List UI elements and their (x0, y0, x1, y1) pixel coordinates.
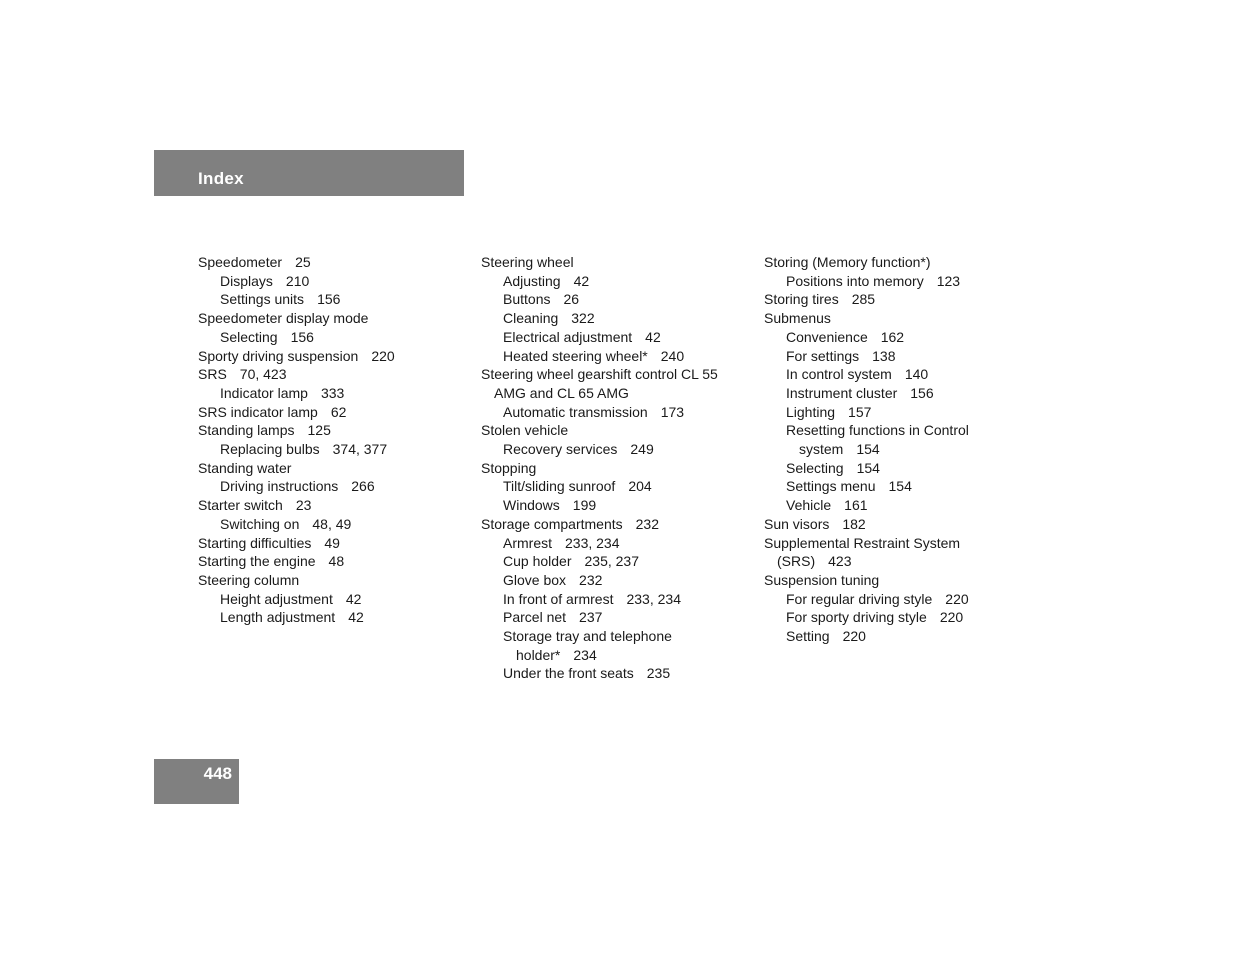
index-subentry (481, 496, 751, 515)
page-number: 448 (203, 764, 232, 783)
index-term: Starting the engine (198, 553, 316, 570)
index-term: Supplemental Restraint System (764, 534, 961, 551)
index-subentry (481, 290, 751, 309)
index-page-ref[interactable]: 199 (572, 497, 597, 514)
index-page-ref[interactable]: 42 (348, 609, 364, 626)
index-term: Stolen vehicle (481, 422, 569, 439)
index-term: Vehicle (786, 497, 832, 514)
index-page-ref[interactable]: 161 (844, 497, 868, 514)
index-page-ref[interactable]: 123 (936, 272, 961, 289)
index-page-ref[interactable]: 125 (307, 422, 331, 439)
index-entry (198, 365, 468, 384)
index-term: Storage tray and telephone (503, 628, 672, 645)
index-subentry (198, 608, 468, 627)
index-term: Starter switch (198, 497, 283, 514)
index-page-ref[interactable]: 285 (851, 291, 876, 308)
index-subentry (481, 477, 751, 496)
index-term: For regular driving style (786, 590, 933, 607)
index-entry (198, 459, 468, 478)
index-subentry (764, 608, 1034, 627)
index-term: Standing lamps (198, 422, 295, 439)
index-page-ref[interactable]: 157 (848, 403, 872, 420)
index-term: Steering wheel (481, 254, 574, 270)
index-page-ref[interactable]: 154 (856, 459, 880, 476)
index-page-ref[interactable]: 42 (645, 328, 661, 345)
index-subentry (198, 272, 468, 291)
index-term: Steering column (198, 571, 300, 588)
index-term: Indicator lamp (220, 384, 308, 401)
index-term: Storing (Memory function*) (764, 254, 931, 270)
index-subentry (481, 590, 751, 609)
index-subentry (764, 347, 1034, 366)
index-entry (764, 552, 1034, 571)
index-page-ref[interactable]: 220 (842, 628, 866, 645)
index-term: Driving instructions (220, 478, 339, 495)
index-page-ref[interactable]: 70, 423 (239, 366, 287, 383)
index-term: Setting (786, 628, 830, 645)
index-entry (764, 309, 1034, 328)
index-entry (198, 534, 468, 553)
index-entry (764, 534, 1034, 553)
index-term: Speedometer display mode (198, 310, 369, 327)
index-subentry (764, 440, 1034, 459)
index-page-ref[interactable]: 235, 237 (584, 553, 639, 570)
index-term: Adjusting (503, 272, 561, 289)
index-term: In control system (786, 366, 892, 383)
index-page-ref[interactable]: 220 (945, 590, 969, 607)
index-page-ref[interactable]: 48 (328, 553, 345, 570)
index-page-ref[interactable]: 233, 234 (565, 534, 620, 551)
index-term: (SRS) (777, 553, 816, 570)
index-subentry (764, 477, 1034, 496)
index-subentry (481, 571, 751, 590)
index-page-ref[interactable]: 156 (910, 384, 934, 401)
index-term: Sporty driving suspension (198, 347, 359, 364)
index-entry (481, 515, 751, 534)
index-entry (481, 459, 751, 478)
index-term: Armrest (503, 534, 552, 551)
index-page-ref[interactable]: 333 (320, 384, 345, 401)
index-page-ref[interactable]: 249 (630, 441, 654, 458)
index-subentry (481, 309, 751, 328)
index-term: Resetting functions in Control (786, 422, 969, 439)
index-page-ref[interactable]: 48, 49 (312, 515, 352, 532)
index-subentry (198, 590, 468, 609)
index-subentry (481, 608, 751, 627)
index-page-ref[interactable]: 154 (888, 478, 912, 495)
index-page-ref[interactable]: 42 (345, 590, 362, 607)
index-term: Replacing bulbs (220, 441, 320, 458)
index-page-ref[interactable]: 138 (872, 347, 896, 364)
index-term: Heated steering wheel* (503, 347, 648, 364)
index-page-ref[interactable]: 233, 234 (626, 590, 681, 607)
index-term: Tilt/sliding sunroof (503, 478, 616, 495)
index-term: Under the front seats (503, 665, 634, 682)
index-column-3 (764, 253, 1034, 646)
index-term: Electrical adjustment (503, 328, 633, 345)
index-term: In front of armrest (503, 590, 614, 607)
index-page-ref[interactable]: 423 (828, 553, 852, 570)
index-page-ref[interactable]: 232 (579, 571, 603, 588)
index-subentry (198, 477, 468, 496)
index-term: Positions into memory (786, 272, 924, 289)
index-subentry (198, 515, 468, 534)
index-page-ref[interactable]: 220 (371, 347, 395, 364)
index-page-ref[interactable]: 26 (563, 291, 580, 308)
index-subentry (764, 384, 1034, 403)
section-title: Index (198, 169, 244, 188)
index-term: Lighting (786, 403, 836, 420)
index-term: Instrument cluster (786, 384, 898, 401)
index-page-ref[interactable]: 235 (646, 665, 671, 682)
index-term: Cleaning (503, 310, 559, 327)
index-term: Displays (220, 272, 273, 289)
index-page-ref[interactable]: 62 (330, 403, 347, 420)
index-subentry (764, 421, 1034, 440)
index-entry (198, 552, 468, 571)
index-page-ref[interactable]: 49 (324, 534, 340, 551)
index-entry (764, 515, 1034, 534)
index-term: Convenience (786, 328, 868, 345)
index-term: Stopping (481, 459, 537, 476)
index-term: Buttons (503, 291, 551, 308)
index-subentry (481, 627, 751, 646)
index-term: Switching on (220, 515, 300, 532)
index-page-ref[interactable]: 210 (285, 272, 310, 289)
index-term: For settings (786, 347, 860, 364)
index-term: Glove box (503, 571, 567, 588)
index-term: Selecting (786, 459, 844, 476)
index-term: AMG and CL 65 AMG (494, 384, 629, 401)
index-page-ref[interactable]: 234 (573, 646, 597, 663)
index-page-ref[interactable]: 266 (351, 478, 375, 495)
index-subentry (481, 403, 751, 422)
index-subentry (198, 290, 468, 309)
index-subentry (764, 365, 1034, 384)
index-term: Storage compartments (481, 515, 623, 532)
index-subentry (198, 384, 468, 403)
index-term: Steering wheel gearshift control CL 55 (481, 366, 718, 383)
index-entry (764, 571, 1034, 590)
index-subentry (481, 328, 751, 347)
index-entry (198, 347, 468, 366)
index-subentry (481, 552, 751, 571)
index-page-ref[interactable]: 42 (573, 272, 590, 289)
index-page-ref[interactable]: 240 (660, 347, 685, 364)
index-subentry (481, 646, 751, 665)
index-entry (481, 253, 751, 272)
index-term: Parcel net (503, 609, 567, 626)
index-term: Settings menu (786, 478, 876, 495)
index-subentry (481, 347, 751, 366)
index-page-ref[interactable]: 173 (660, 403, 685, 420)
index-subentry (481, 664, 751, 683)
index-term: Speedometer (198, 254, 283, 270)
index-term: For sporty driving style (786, 609, 927, 626)
index-entry (198, 309, 468, 328)
index-subentry (198, 440, 468, 459)
index-page-ref[interactable]: 232 (635, 515, 659, 532)
index-page-ref[interactable]: 156 (317, 291, 341, 308)
page-number-tab (154, 759, 239, 804)
index-page-ref[interactable]: 140 (904, 366, 929, 383)
index-entry (764, 253, 1034, 272)
index-page-ref[interactable]: 23 (295, 497, 312, 514)
index-term: Settings units (220, 291, 305, 308)
index-subentry (764, 590, 1034, 609)
index-entry (481, 421, 751, 440)
index-column-2 (481, 253, 751, 683)
section-header-bar (154, 150, 464, 196)
index-term: Cup holder (503, 553, 572, 570)
index-subentry (764, 459, 1034, 478)
index-page-ref[interactable]: 182 (842, 515, 866, 532)
index-term: Suspension tuning (764, 571, 880, 588)
index-page-ref[interactable]: 322 (571, 310, 595, 327)
index-term: Sun visors (764, 515, 830, 532)
index-page-ref[interactable]: 220 (939, 609, 964, 626)
index-term: SRS indicator lamp (198, 403, 318, 420)
index-page-ref[interactable]: 162 (880, 328, 905, 345)
index-subentry (764, 272, 1034, 291)
index-term: Height adjustment (220, 590, 333, 607)
index-term: Submenus (764, 310, 831, 327)
index-page-ref[interactable]: 237 (579, 609, 603, 626)
index-subentry (481, 440, 751, 459)
index-subentry (198, 328, 468, 347)
index-term: Starting difficulties (198, 534, 312, 551)
index-term: system (799, 441, 844, 458)
index-term: Length adjustment (220, 609, 336, 626)
index-term: holder* (516, 646, 561, 663)
index-entry (481, 365, 751, 384)
index-term: Windows (503, 497, 560, 514)
index-entry (198, 496, 468, 515)
index-page-ref[interactable]: 154 (856, 441, 880, 458)
index-page-ref[interactable]: 374, 377 (332, 441, 388, 458)
index-entry (198, 253, 468, 272)
index-term: Storing tires (764, 291, 839, 308)
index-entry (198, 421, 468, 440)
index-page-ref[interactable]: 204 (628, 478, 652, 495)
index-subentry (481, 534, 751, 553)
index-column-1 (198, 253, 468, 627)
index-term: Automatic transmission (503, 403, 648, 420)
index-entry (481, 384, 751, 403)
index-page-ref[interactable]: 25 (295, 254, 311, 270)
index-entry (198, 403, 468, 422)
index-page-ref[interactable]: 156 (290, 328, 314, 345)
index-entry (764, 290, 1034, 309)
index-subentry (764, 496, 1034, 515)
index-term: SRS (198, 366, 227, 383)
index-entry (198, 571, 468, 590)
index-subentry (764, 328, 1034, 347)
index-subentry (481, 272, 751, 291)
index-term: Standing water (198, 459, 292, 476)
index-term: Selecting (220, 328, 278, 345)
index-subentry (764, 403, 1034, 422)
index-subentry (764, 627, 1034, 646)
index-term: Recovery services (503, 441, 618, 458)
